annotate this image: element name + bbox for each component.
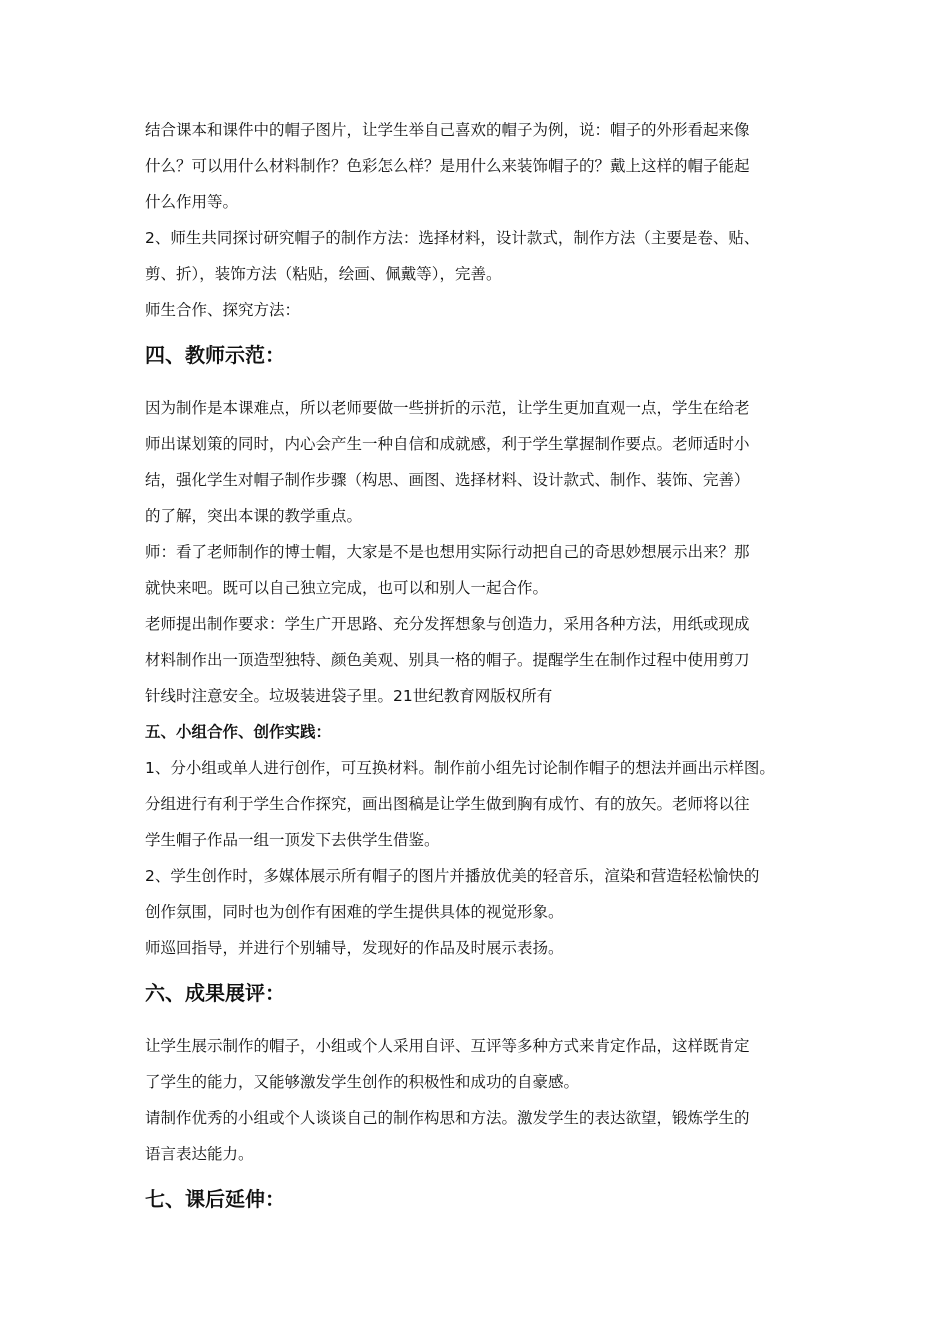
paragraph-line: 请制作优秀的小组或个人谈谈自己的制作构思和方法。激发学生的表达欲望，锻炼学生的	[145, 1109, 750, 1127]
paragraph-line: 师：看了老师制作的博士帽，大家是不是也想用实际行动把自己的奇思妙想展示出来？那	[145, 543, 750, 561]
paragraph-line: 2、学生创作时，多媒体展示所有帽子的图片并播放优美的轻音乐，渲染和营造轻松愉快的	[145, 867, 760, 885]
section-heading-results-review: 六、成果展评：	[145, 981, 285, 1005]
paragraph-line: 因为制作是本课难点，所以老师要做一些拼折的示范，让学生更加直观一点，学生在给老	[145, 399, 750, 417]
paragraph-line: 分组进行有利于学生合作探究，画出图稿是让学生做到胸有成竹、有的放矢。老师将以往	[145, 795, 750, 813]
paragraph-line: 老师提出制作要求：学生广开思路、充分发挥想象与创造力，采用各种方法，用纸或现成	[145, 615, 750, 633]
paragraph-line: 1、分小组或单人进行创作，可互换材料。制作前小组先讨论制作帽子的想法并画出示样图。	[145, 759, 775, 777]
intro-line: 剪、折），装饰方法（粘贴，绘画、佩戴等），完善。	[145, 265, 502, 283]
paragraph-line: 师出谋划策的同时，内心会产生一种自信和成就感，利于学生掌握制作要点。老师适时小	[145, 435, 750, 453]
paragraph-line: 就快来吧。既可以自己独立完成，也可以和别人一起合作。	[145, 579, 549, 597]
paragraph-line: 了学生的能力，又能够激发学生创作的积极性和成功的自豪感。	[145, 1073, 580, 1091]
intro-line: 结合课本和课件中的帽子图片，让学生举自己喜欢的帽子为例，说：帽子的外形看起来像	[145, 121, 750, 139]
paragraph-line: 结，强化学生对帽子制作步骤（构思、画图、选择材料、设计款式、制作、装饰、完善）	[145, 471, 750, 489]
paragraph-line: 创作氛围，同时也为创作有困难的学生提供具体的视觉形象。	[145, 903, 564, 921]
paragraph-line: 材料制作出一顶造型独特、颜色美观、别具一格的帽子。提醒学生在制作过程中使用剪刀	[145, 651, 750, 669]
paragraph-line: 针线时注意安全。垃圾装进袋子里。21世纪教育网版权所有	[145, 687, 553, 705]
paragraph-line: 语言表达能力。	[145, 1145, 254, 1163]
section-heading-teacher-demo: 四、教师示范：	[145, 343, 285, 367]
section-heading-group-practice: 五、小组合作、创作实践：	[145, 723, 332, 741]
paragraph-line: 让学生展示制作的帽子，小组或个人采用自评、互评等多种方式来肯定作品，这样既肯定	[145, 1037, 750, 1055]
paragraph-line: 的了解，突出本课的教学重点。	[145, 507, 363, 525]
paragraph-line: 学生帽子作品一组一顶发下去供学生借鉴。	[145, 831, 440, 849]
intro-line: 师生合作、探究方法：	[145, 301, 301, 319]
intro-line: 什么作用等。	[145, 193, 239, 211]
document-body	[145, 112, 815, 1234]
intro-line: 什么？可以用什么材料制作？色彩怎么样？是用什么来装饰帽子的？戴上这样的帽子能起	[145, 157, 750, 175]
intro-line: 2、师生共同探讨研究帽子的制作方法：选择材料，设计款式，制作方法（主要是卷、贴、	[145, 229, 760, 247]
paragraph-line: 师巡回指导，并进行个别辅导，发现好的作品及时展示表扬。	[145, 939, 564, 957]
section-heading-extension: 七、课后延伸：	[145, 1187, 285, 1211]
